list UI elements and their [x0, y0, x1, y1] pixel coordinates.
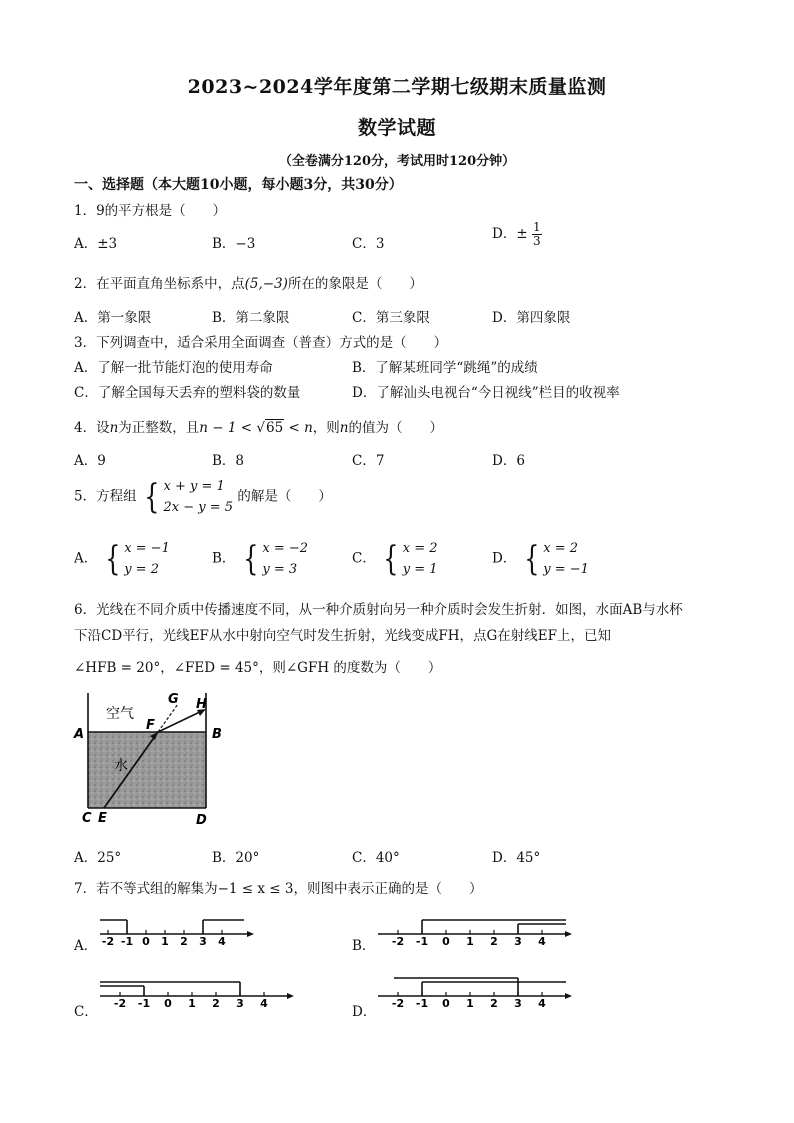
tick-label: 1	[466, 935, 474, 948]
number-line-d	[374, 968, 574, 1012]
tick-label: 4	[538, 997, 546, 1010]
q4-variable-n-2: n	[339, 420, 349, 436]
q2-option-b: B．第二象限	[212, 310, 290, 326]
label-F: F	[146, 718, 155, 733]
q7-option-c-label: C．	[74, 1004, 98, 1020]
fraction-denominator: 3	[532, 234, 541, 248]
q4-inequality-left: n − 1 < √	[199, 420, 265, 436]
q1-option-c: C．3	[352, 236, 385, 252]
tick-label: 2	[212, 997, 220, 1010]
tick-label: 1	[466, 997, 474, 1010]
q5-d-line-2: y = −1	[543, 562, 589, 577]
fraction-numerator: 1	[532, 220, 541, 234]
q4-text-3: ，则	[312, 420, 340, 436]
q5-b-line-1: x = −2	[262, 541, 309, 556]
q1-option-a: A．±3	[74, 236, 118, 252]
exam-title: 2023~2024学年度第二学期七级期末质量监测	[187, 76, 607, 98]
tick-label: -1	[120, 935, 134, 948]
tick-label: 2	[490, 997, 498, 1010]
label-D: D	[196, 813, 207, 828]
q2-option-d: D．第四象限	[492, 310, 571, 326]
tick-label: 2	[180, 935, 188, 948]
subject-title: 数学试题	[357, 117, 436, 139]
q1-option-d-prefix: D．±	[492, 226, 528, 242]
water-region	[88, 732, 206, 808]
q7-stem: 7．若不等式组的解集为−1 ≤ x ≤ 3，则图中表示正确的是（ ）	[74, 881, 483, 897]
ray-FH	[158, 710, 204, 732]
axis-arrow-icon	[247, 931, 254, 937]
q6-option-b: B．20°	[212, 850, 260, 866]
label-E: E	[98, 811, 107, 826]
q2-stem	[74, 272, 423, 292]
brace-symbol: {	[242, 539, 259, 579]
tick-label: -2	[113, 997, 127, 1010]
tick-label: -1	[415, 997, 429, 1010]
tick-label: 4	[538, 935, 546, 948]
tick-label: 3	[199, 935, 207, 948]
q5-option-a	[74, 538, 170, 580]
q5-option-b	[212, 538, 308, 580]
q4-stem	[74, 416, 443, 436]
tick-label: 1	[161, 935, 169, 948]
q5-b-line-2: y = 3	[262, 562, 298, 577]
tick-label: 0	[164, 997, 172, 1010]
axis-arrow-icon	[565, 993, 572, 999]
tick-label: 0	[142, 935, 150, 948]
option-label: C．	[352, 550, 376, 567]
q6-option-c: C．40°	[352, 850, 400, 866]
option-label: D．	[492, 550, 517, 567]
tick-label: 3	[514, 997, 522, 1010]
q4-option-d: D．6	[492, 453, 525, 469]
label-H: H	[196, 697, 207, 712]
brace-symbol: {	[383, 539, 399, 579]
label-air: 空气	[106, 706, 134, 722]
label-water: 水	[114, 758, 128, 774]
q1-option-b: B．−3	[212, 236, 256, 252]
q4-option-c: C．7	[352, 453, 385, 469]
number-line-b	[374, 906, 574, 950]
label-A: A	[74, 727, 85, 742]
tick-label: -2	[391, 997, 405, 1010]
q7-option-b-label: B．	[352, 938, 376, 954]
q3-option-a: A．了解一批节能灯泡的使用寿命	[74, 360, 273, 376]
q1-option-d-fraction	[532, 221, 542, 248]
q5-stem	[74, 476, 332, 518]
q2-option-a: A．第一象限	[74, 310, 152, 326]
tick-label: 4	[218, 935, 226, 948]
tick-label: -1	[415, 935, 429, 948]
q1-option-d	[492, 221, 542, 248]
q5-c-line-1: x = 2	[402, 541, 438, 556]
brace-symbol: {	[523, 539, 540, 579]
q5-a-line-1: x = −1	[124, 541, 170, 556]
q4-text-2: 为正整数，且	[118, 420, 200, 436]
q5-equation-system	[141, 476, 233, 518]
q3-option-d: D．了解汕头电视台“今日视线”栏目的收视率	[352, 385, 620, 401]
q5-a-line-2: y = 2	[124, 562, 159, 577]
q7-option-d-label: D．	[352, 1004, 377, 1020]
label-B: B	[212, 727, 222, 742]
q7-option-a-label: A．	[74, 938, 98, 954]
q5-stem-pre: 5．方程组	[74, 488, 137, 505]
axis-arrow-icon	[287, 993, 294, 999]
brace-symbol: {	[104, 539, 120, 579]
q3-stem: 3．下列调查中，适合采用全面调查（普查）方式的是（ ）	[74, 335, 448, 351]
q4-inequality-right: < n	[284, 420, 313, 436]
q2-point: (5,−3)	[244, 276, 288, 292]
tick-label: -2	[391, 935, 405, 948]
q5-option-d	[492, 538, 589, 580]
q4-radicand: 65	[265, 420, 284, 436]
tick-label: 3	[514, 935, 522, 948]
tick-label: -2	[101, 935, 115, 948]
q3-option-c: C．了解全国每天丢弃的塑料袋的数量	[74, 385, 301, 401]
tick-label: 1	[188, 997, 196, 1010]
axis-arrow-icon	[565, 931, 572, 937]
section-heading: 一、选择题（本大题10小题，每小题3分，共30分）	[74, 177, 403, 193]
q5-stem-post: 的解是（ ）	[237, 488, 332, 505]
tick-label: -1	[137, 997, 151, 1010]
q6-line-3: ∠HFB = 20°，∠FED = 45°，则∠GFH 的度数为（ ）	[74, 660, 442, 676]
q2-stem-pre: 2．在平面直角坐标系中，点	[74, 276, 245, 292]
option-label: A．	[74, 550, 98, 567]
q5-equation-1: x + y = 1	[163, 479, 225, 494]
tick-label: 3	[236, 997, 244, 1010]
q5-c-line-2: y = 1	[402, 562, 438, 577]
q6-line-2: 下沿CD平行，光线EF从水中射向空气时发生折射，光线变成FH，点G在射线EF上，已知	[74, 628, 612, 644]
q6-line-1: 6．光线在不同介质中传播速度不同，从一种介质射向另一种介质时会发生折射．如图，水面AB与水杯	[74, 602, 683, 618]
q4-variable-n: n	[109, 420, 119, 436]
tick-label: 2	[490, 935, 498, 948]
q6-option-d: D．45°	[492, 850, 541, 866]
label-C: C	[82, 811, 92, 826]
number-line-a	[96, 906, 256, 950]
tick-label: 0	[442, 935, 450, 948]
tick-label: 4	[260, 997, 268, 1010]
q2-option-c: C．第三象限	[352, 310, 430, 326]
q4-option-a: A．9	[74, 453, 106, 469]
tick-label: 0	[442, 997, 450, 1010]
q4-text-1: 4．设	[74, 420, 110, 436]
q1-stem: 1．9的平方根是（ ）	[74, 203, 227, 219]
q5-equation-2: 2x − y = 5	[163, 500, 234, 515]
q2-stem-post: 所在的象限是（ ）	[287, 276, 423, 292]
q3-option-b: B．了解某班同学“跳绳”的成绩	[352, 360, 538, 376]
number-line-c	[96, 968, 296, 1012]
refraction-figure	[70, 688, 240, 828]
q6-option-a: A．25°	[74, 850, 122, 866]
option-label: B．	[212, 550, 236, 567]
q4-option-b: B．8	[212, 453, 245, 469]
q5-d-line-1: x = 2	[543, 541, 579, 556]
q5-option-c	[352, 538, 438, 580]
brace-symbol: {	[144, 477, 160, 517]
q4-text-4: 的值为（ ）	[348, 420, 443, 436]
exam-note: （全卷满分120分，考试用时120分钟）	[278, 154, 516, 169]
label-G: G	[168, 692, 179, 707]
